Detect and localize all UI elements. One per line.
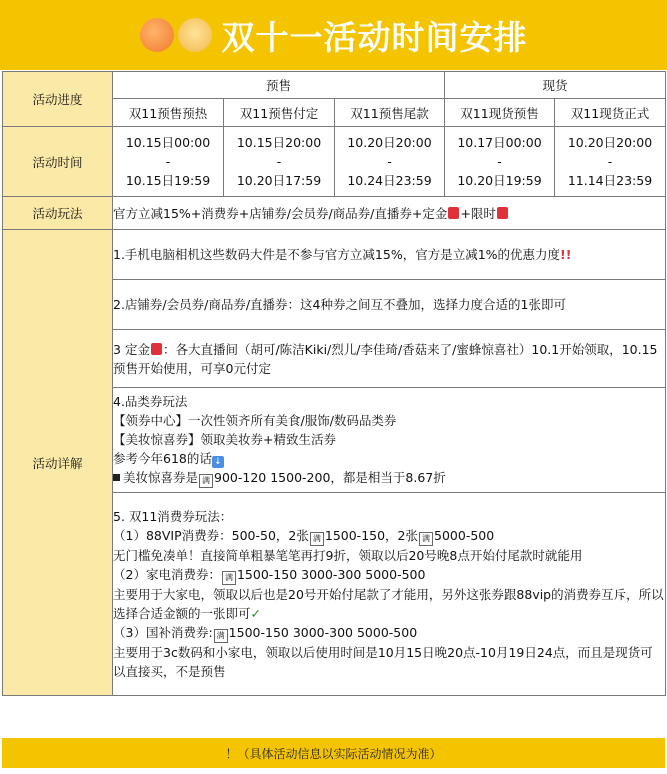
row-label-progress: 活动进度: [3, 72, 113, 127]
detail-3-b: ：各大直播间（胡可/陈洁Kiki/烈儿/李佳琦/香菇来了/蜜蜂惊喜社）10.1开始领取，10.15预售开始使用，可享0元付定: [113, 341, 658, 376]
time-end: 11.14日23:59: [567, 173, 653, 188]
down-arrow-icon: ↓: [212, 456, 224, 468]
time-sep: -: [165, 154, 171, 169]
detail-5-line: 无门槛免凑单！直接简单粗暴笔笔再打9折，领取以后20号晚8点开始付尾款时就能用: [113, 548, 583, 563]
cat-icon: [178, 18, 212, 52]
phase-time: [224, 127, 335, 197]
time-end: 10.20日19:59: [457, 173, 542, 188]
red-envelope-icon: [448, 207, 459, 219]
detail-row-1: [3, 230, 666, 280]
detail-5-line: [113, 585, 665, 623]
check-icon: ✓: [250, 606, 261, 621]
phase-name: 双11现货预售: [445, 99, 555, 127]
phase-time: [555, 127, 666, 197]
detail-5-text: 主要用于大家电，领取以后也是20号开始付尾款了才能用，另外这张券跟88vip的消费券互斥，所以选择合适金额的一张即可: [113, 587, 664, 621]
detail-4-line: [113, 449, 665, 468]
detail-3: [113, 330, 666, 388]
title-bar: [0, 0, 667, 70]
time-end: 10.24日23:59: [347, 173, 432, 188]
time-start: 10.17日00:00: [457, 135, 542, 150]
phase-name: 双11预售预热: [113, 99, 224, 127]
detail-5-text: 1500-150，2张: [324, 528, 419, 543]
phase-name: 双11预售尾款: [335, 99, 445, 127]
detail-5-line: [113, 526, 665, 546]
detail-5-text: （2）家电消费券：: [113, 567, 221, 582]
time-end: 10.20日17:59: [236, 173, 322, 188]
full-reduction-icon: 满: [214, 629, 228, 643]
detail-5-line: 主要用于3c数码和小家电，领取以后使用时间是10月15日晚20点-10月19日24点，而且是现货可以直接买，不是预售: [113, 645, 653, 679]
detail-5-line: [113, 565, 665, 585]
detail-4-text: 美妆惊喜券是: [123, 470, 199, 485]
schedule-table: [2, 71, 666, 696]
phase-time: [335, 127, 445, 197]
detail-4-text: 900-120 1500-200，都是相当于8.67折: [214, 470, 446, 485]
phase-time: [445, 127, 555, 197]
page-title: 双十一活动时间安排: [221, 17, 528, 57]
group-presale: 预售: [113, 72, 445, 99]
detail-4-title: 4.品类券玩法: [113, 394, 188, 409]
group-header-row: [3, 72, 666, 99]
bullet-square-icon: [113, 474, 120, 481]
detail-5-text: （1）88VIP消费券：500-50，2张: [113, 528, 309, 543]
detail-4-line: [113, 468, 665, 488]
time-end: 10.15日19:59: [125, 173, 211, 188]
detail-5-text: 1500-150 3000-300 5000-500: [228, 625, 418, 640]
full-reduction-icon: 满: [222, 571, 236, 585]
detail-5-title: 5. 双11消费券玩法：: [113, 509, 233, 524]
play-text-2: +限时: [460, 205, 496, 221]
red-envelope-icon: [497, 207, 508, 219]
detail-3-a: 定金: [124, 341, 150, 357]
group-spot: 现货: [445, 72, 666, 99]
play-text: [113, 197, 666, 230]
row-label-time: 活动时间: [3, 127, 113, 197]
detail-5-text: 1500-150 3000-300 5000-500: [236, 567, 426, 582]
detail-1: [113, 230, 666, 280]
time-sep: -: [607, 154, 613, 169]
detail-5-text: 5000-500: [434, 528, 495, 543]
detail-1-text: 1.手机电脑相机这些数码大件是不参与官方立减15%，官方是立减1%的优惠力度: [113, 247, 561, 262]
play-text-1: 官方立减15%+消费券+店铺券/会员券/商品券/直播券+定金: [113, 205, 448, 221]
detail-5-text: （3）国补消费券:: [113, 625, 213, 640]
full-reduction-icon: 满: [419, 532, 433, 546]
red-envelope-icon: [151, 343, 162, 355]
time-row: [3, 127, 666, 197]
phase-time: [113, 127, 224, 197]
row-label-detail: 活动详解: [3, 230, 113, 696]
time-start: 10.20日20:00: [567, 135, 653, 150]
full-reduction-icon: 满: [199, 474, 213, 488]
time-sep: -: [276, 154, 282, 169]
time-sep: -: [387, 154, 392, 169]
detail-5-line: [113, 623, 665, 643]
detail-4: [113, 388, 666, 493]
detail-4-ref: 参考今年618的话: [113, 451, 212, 466]
detail-4-line: 【美妆惊喜券】领取美妆券+精致生活券: [113, 432, 336, 447]
detail-4-line: 【领券中心】一次性领齐所有美食/服饰/数码品类券: [113, 413, 397, 428]
phase-name: 双11现货正式: [555, 99, 666, 127]
time-sep: -: [497, 154, 502, 169]
peach-icon: [140, 18, 174, 52]
double-exclamation-icon: !!: [560, 247, 572, 262]
detail-5: [113, 493, 666, 696]
detail-3-num: 3: [113, 341, 121, 357]
detail-2: 2.店铺券/会员券/商品券/直播券：这4种券之间互不叠加，选择力度合适的1张即可: [113, 280, 666, 330]
time-start: 10.20日20:00: [347, 135, 432, 150]
full-reduction-icon: 满: [310, 532, 324, 546]
time-start: 10.15日20:00: [236, 135, 322, 150]
play-row: [3, 197, 666, 230]
footer-note: ！（具体活动信息以实际活动情况为准）: [2, 738, 665, 768]
phase-name: 双11预售付定: [224, 99, 335, 127]
row-label-play: 活动玩法: [3, 197, 113, 230]
time-start: 10.15日00:00: [125, 135, 211, 150]
